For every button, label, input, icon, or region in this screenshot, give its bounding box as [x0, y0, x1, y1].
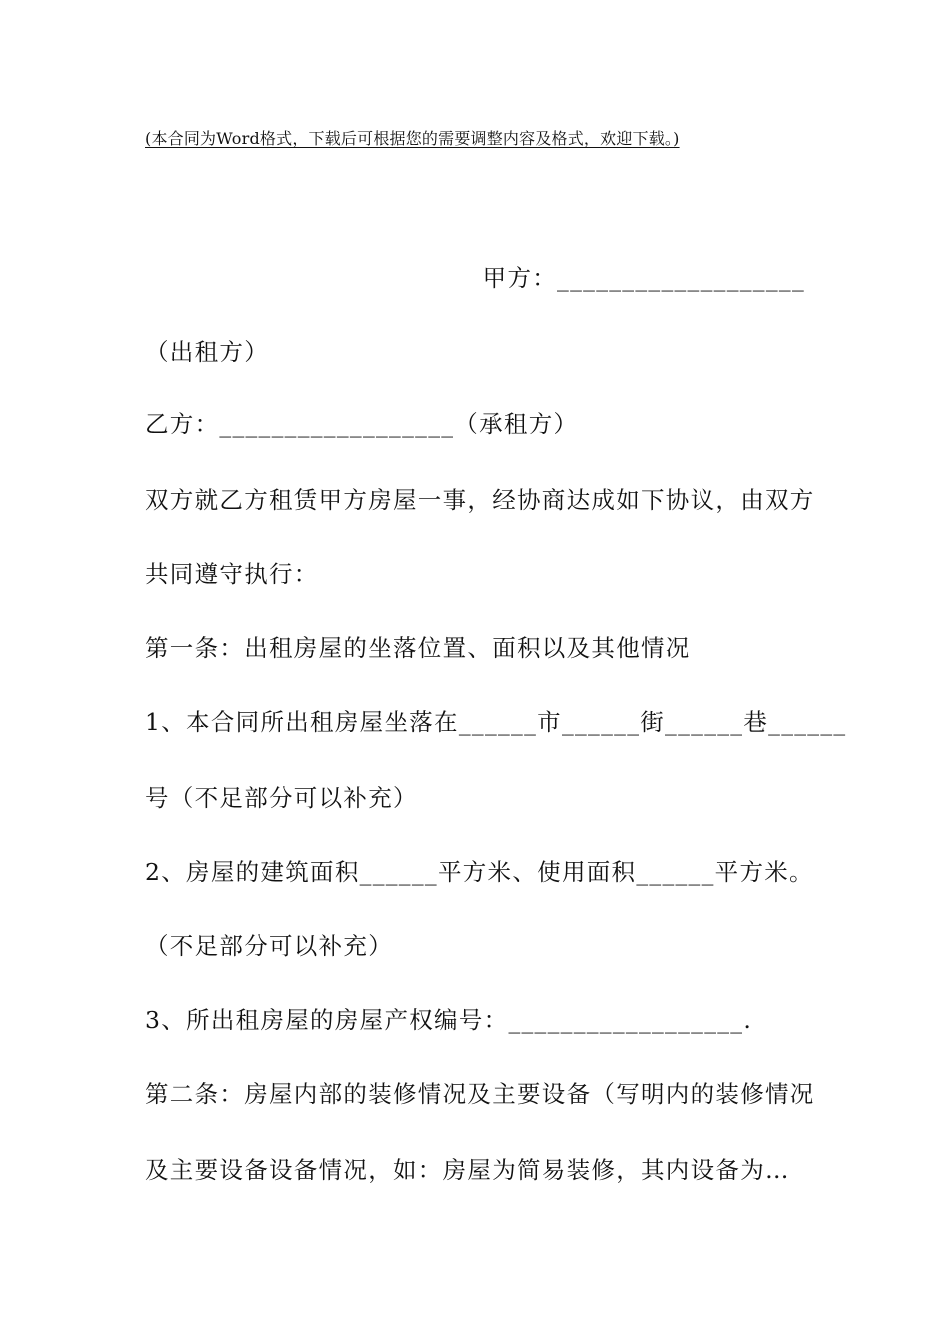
article-one-heading: 第一条：出租房屋的坐落位置、面积以及其他情况 — [145, 634, 691, 662]
clause-1-note: 号（不足部分可以补充） — [145, 784, 418, 812]
agreement-intro-line-2: 共同遵守执行： — [145, 560, 319, 588]
clause-2-note: （不足部分可以补充） — [145, 932, 393, 960]
article-two-continuation: 及主要设备设备情况，如：房屋为简易装修，其内设备为… — [145, 1156, 790, 1184]
format-notice: (本合同为Word格式，下载后可根据您的需要调整内容及格式，欢迎下载。) — [145, 129, 680, 148]
lessor-label: （出租方） — [145, 338, 269, 366]
clause-3-title-number: 3、所出租房屋的房屋产权编号：__________________. — [145, 1006, 753, 1034]
party-b-line: 乙方：__________________（承租方） — [145, 410, 579, 438]
party-a-line: 甲方：___________________ — [482, 264, 805, 292]
article-two-heading: 第二条：房屋内部的装修情况及主要设备（写明内的装修情况 — [145, 1080, 815, 1108]
clause-2-area: 2、房屋的建筑面积______平方米、使用面积______平方米。 — [145, 858, 814, 886]
agreement-intro-line-1: 双方就乙方租赁甲方房屋一事，经协商达成如下协议，由双方 — [145, 486, 815, 514]
clause-1-location: 1、本合同所出租房屋坐落在______市______街______巷______ — [145, 708, 847, 736]
